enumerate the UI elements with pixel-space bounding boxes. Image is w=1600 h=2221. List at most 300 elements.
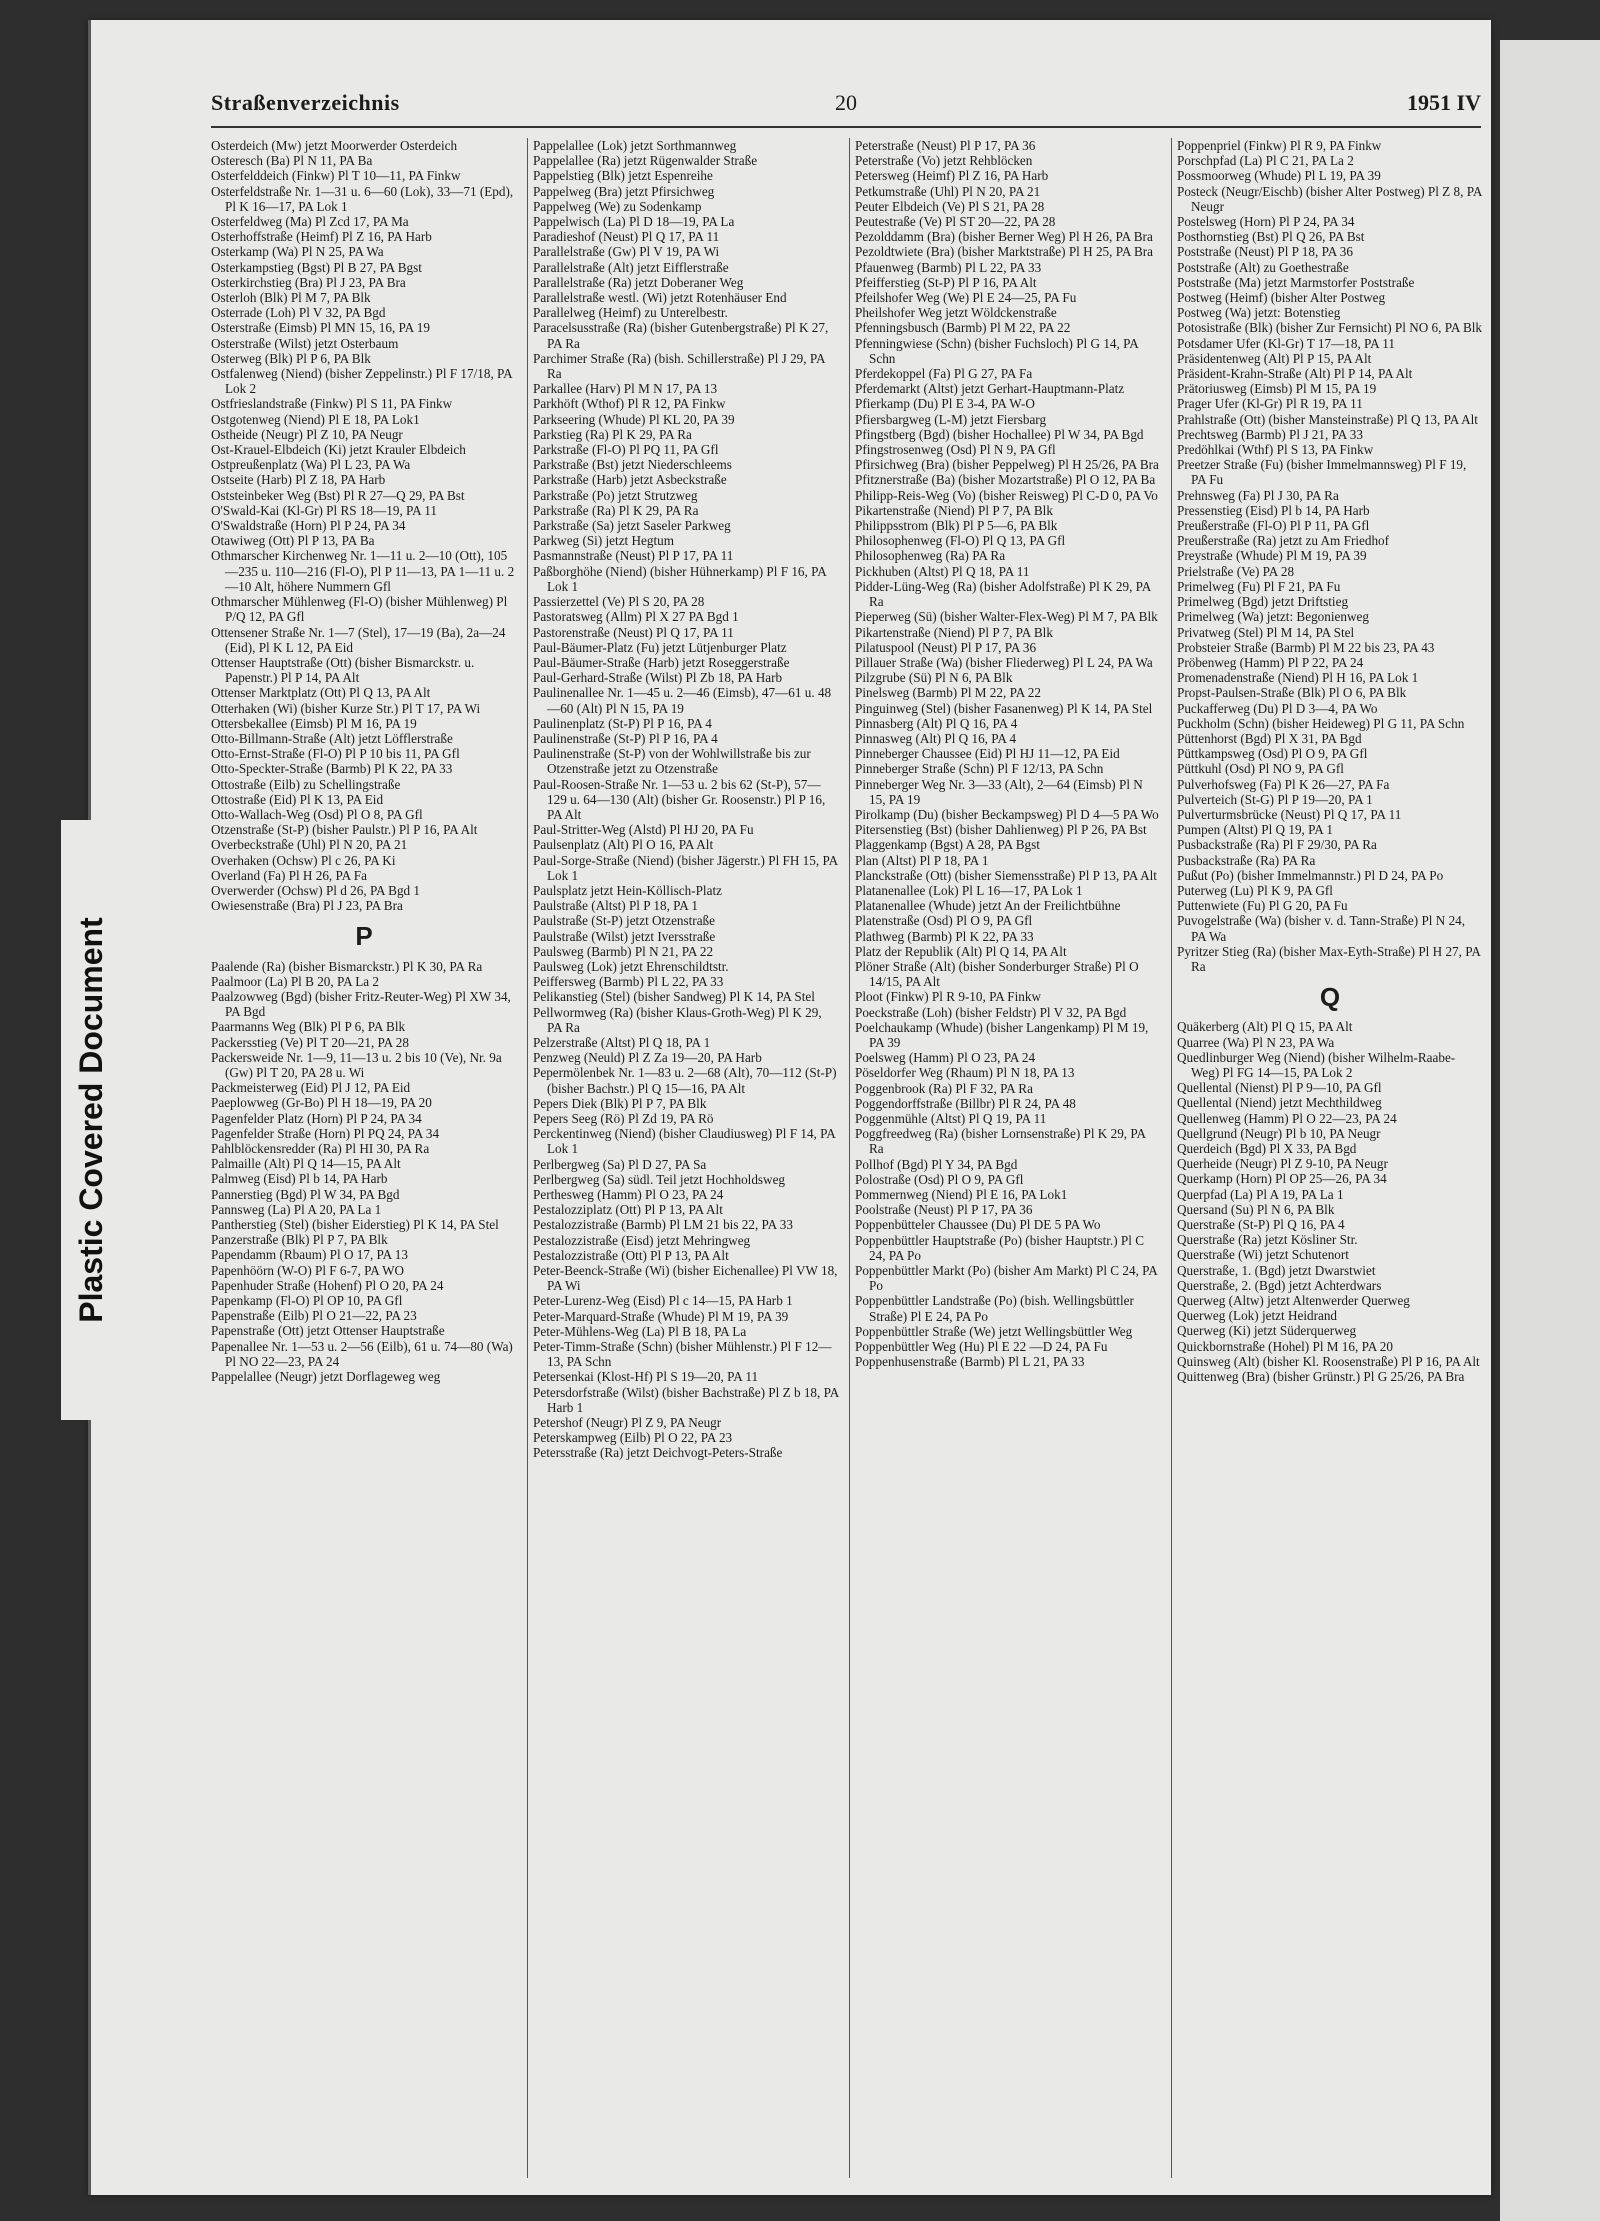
street-columns [211, 138, 1481, 2178]
street-entry: Pappelweg (Bra) jetzt Pfirsichweg [533, 183, 715, 199]
street-entry: Pfingstberg (Bgd) (bisher Hochallee) Pl W 34, PA Bgd [855, 426, 1144, 442]
street-entry: Quedlinburger Weg (Niend) (bisher Wilhelm-Raabe-Weg) Pl FG 14—15, PA Lok 2 [1177, 1049, 1456, 1080]
street-entry: Parallelweg (Heimf) zu Unterelbestr. [533, 305, 728, 321]
street-entry: Packersweide Nr. 1—9, 11—13 u. 2 bis 10 (Ve), Nr. 9a (Gw) Pl T 20, PA 28 u. Wi [211, 1049, 502, 1080]
street-entry: Querkamp (Horn) Pl OP 25—26, PA 34 [1177, 1171, 1387, 1187]
street-entry: Pagenfelder Platz (Horn) Pl P 24, PA 34 [211, 1110, 422, 1126]
street-entry: Osterkamp (Wa) Pl N 25, PA Wa [211, 244, 384, 260]
street-entry: Parkstraße (Bst) jetzt Niederschleems [533, 457, 732, 473]
street-entry: Pferdekoppel (Fa) Pl G 27, PA Fa [855, 366, 1033, 382]
street-entry: Papenstraße (Ott) jetzt Ottenser Hauptstraße [211, 1323, 445, 1339]
street-entry: Otawiweg (Ott) Pl P 13, PA Ba [211, 533, 375, 549]
street-entry: Pinneberger Chaussee (Eid) Pl HJ 11—12, PA Eid [855, 746, 1120, 762]
street-entry: Papenkamp (Fl-O) Pl OP 10, PA Gfl [211, 1293, 403, 1309]
street-entry: Otto-Speckter-Straße (Barmb) Pl K 22, PA 33 [211, 761, 453, 777]
street-entry: Primelweg (Bgd) jetzt Driftstieg [1177, 594, 1349, 610]
street-entry: Querweg (Lok) jetzt Heidrand [1177, 1308, 1338, 1324]
street-entry: Pastorenstraße (Neust) Pl Q 17, PA 11 [533, 624, 734, 640]
street-entry: Paul-Roosen-Straße Nr. 1—53 u. 2 bis 62 (St-P), 57—129 u. 64—130 (Alt) (bisher Gr. Roosenstr.) Pl P 16, PA Alt [533, 776, 826, 822]
adjacent-page-edge [1500, 40, 1600, 2221]
street-entry: Parkstraße (Fl-O) Pl PQ 11, PA Gfl [533, 442, 719, 458]
street-entry: Penzweg (Neuld) Pl Z Za 19—20, PA Harb [533, 1050, 762, 1066]
street-entry: Pöseldorfer Weg (Rhaum) Pl N 18, PA 13 [855, 1065, 1075, 1081]
street-entry: Pellwormweg (Ra) (bisher Klaus-Groth-Weg) Pl K 29, PA Ra [533, 1004, 822, 1035]
street-entry: Papenstraße (Eilb) Pl O 21—22, PA 23 [211, 1308, 417, 1324]
street-entry: Paul-Stritter-Weg (Alstd) Pl HJ 20, PA Fu [533, 822, 754, 838]
street-entry: Palmaille (Alt) Pl Q 14—15, PA Alt [211, 1156, 401, 1172]
street-entry: Paulinenstraße (St-P) von der Wohlwillstraße bis zur Otzenstraße jetzt zu Otzenstraße [533, 746, 811, 777]
street-entry: Püttkuhl (Osd) Pl NO 9, PA Gfl [1177, 761, 1344, 777]
street-entry: Parkallee (Harv) Pl M N 17, PA 13 [533, 381, 718, 397]
street-entry: Poststraße (Neust) Pl P 18, PA 36 [1177, 244, 1353, 260]
street-entry: Peiffersweg (Barmb) Pl L 22, PA 33 [533, 974, 724, 990]
street-entry: Pikartenstraße (Niend) Pl P 7, PA Blk [855, 502, 1053, 518]
street-entry: Pestalozzistraße (Eisd) jetzt Mehringweg [533, 1232, 751, 1248]
street-entry: Prätoriusweg (Eimsb) Pl M 15, PA 19 [1177, 381, 1377, 397]
street-entry: Parkstraße (Po) jetzt Strutzweg [533, 487, 698, 503]
street-entry: Parkstraße (Ra) Pl K 29, PA Ra [533, 502, 699, 518]
street-entry: Paulsenplatz (Alt) Pl O 16, PA Alt [533, 837, 714, 853]
street-entry: Puckholm (Schn) (bisher Heideweg) Pl G 11, PA Schn [1177, 715, 1465, 731]
street-entry: Parkstraße (Harb) jetzt Asbeckstraße [533, 472, 727, 488]
street-entry: Quinsweg (Alt) (bisher Kl. Roosenstraße) Pl P 16, PA Alt [1177, 1353, 1480, 1369]
street-entry: Paulsweg (Barmb) Pl N 21, PA 22 [533, 943, 714, 959]
street-entry: Peter-Lurenz-Weg (Eisd) Pl c 14—15, PA Harb 1 [533, 1293, 793, 1309]
street-entry: Osterfeldweg (Ma) Pl Zcd 17, PA Ma [211, 214, 409, 230]
street-entry: Pulverteich (St-G) Pl P 19—20, PA 1 [1177, 791, 1373, 807]
street-entry: Pieperweg (Sü) (bisher Walter-Flex-Weg) Pl M 7, PA Blk [855, 609, 1158, 625]
street-entry: Pestalozzistraße (Ott) Pl P 13, PA Alt [533, 1247, 729, 1263]
street-entry: Oststeinbeker Weg (Bst) Pl R 27—Q 29, PA Bst [211, 487, 465, 503]
street-entry: Quersand (Su) Pl N 6, PA Blk [1177, 1201, 1335, 1217]
street-entry: Querpfad (La) Pl A 19, PA La 1 [1177, 1186, 1344, 1202]
street-entry: Preußerstraße (Fl-O) Pl P 11, PA Gfl [1177, 518, 1370, 534]
street-entry: Pilzgrube (Sü) Pl N 6, PA Blk [855, 670, 1013, 686]
street-entry: Puttenwiete (Fu) Pl G 20, PA Fu [1177, 898, 1348, 914]
street-entry: Quäkerberg (Alt) Pl Q 15, PA Alt [1177, 1019, 1353, 1035]
street-entry: Plan (Altst) Pl P 18, PA 1 [855, 852, 989, 868]
street-entry: Poststraße (Alt) zu Goethestraße [1177, 259, 1349, 275]
street-entry: Poggenmühle (Altst) Pl Q 19, PA 11 [855, 1111, 1047, 1126]
street-entry: Querstraße (Wi) jetzt Schutenort [1177, 1247, 1349, 1263]
street-entry: Pepers Seeg (Rö) Pl Zd 19, PA Rö [533, 1111, 714, 1126]
street-entry: Paarmanns Weg (Blk) Pl P 6, PA Blk [211, 1019, 406, 1035]
street-entry: Prehnsweg (Fa) Pl J 30, PA Ra [1177, 487, 1339, 503]
street-entry: Peter-Mühlens-Weg (La) Pl B 18, PA La [533, 1323, 747, 1339]
street-entry: Poppenbüttler Hauptstraße (Po) (bisher Hauptstr.) Pl C 24, PA Po [855, 1232, 1144, 1263]
street-entry: Parallelstraße westl. (Wi) jetzt Rotenhäuser End [533, 290, 787, 306]
column-3 [855, 138, 1161, 2178]
street-entry: Porschpfad (La) Pl C 21, PA La 2 [1177, 153, 1354, 169]
street-entry: Paul-Gerhard-Straße (Wilst) Pl Zb 18, PA Harb [533, 670, 783, 686]
street-entry: Primelweg (Fu) Pl F 21, PA Fu [1177, 578, 1341, 594]
street-entry: Pusbackstraße (Ra) Pl F 29/30, PA Ra [1177, 837, 1377, 853]
street-entry: Pappelallee (Lok) jetzt Sorthmannweg [533, 138, 737, 153]
street-entry: Osterloh (Blk) Pl M 7, PA Blk [211, 290, 371, 306]
street-entry: Paul-Bäumer-Straße (Harb) jetzt Roseggerstraße [533, 654, 790, 670]
street-entry: O'Swald-Kai (Kl-Gr) Pl RS 18—19, PA 11 [211, 502, 437, 518]
street-entry: Pulverturmsbrücke (Neust) Pl Q 17, PA 11 [1177, 806, 1402, 822]
street-entry: O'Swaldstraße (Horn) Pl P 24, PA 34 [211, 518, 406, 534]
street-entry: Petersweg (Heimf) Pl Z 16, PA Harb [855, 168, 1049, 184]
street-entry: Peuter Elbdeich (Ve) Pl S 21, PA 28 [855, 198, 1045, 214]
street-entry: Querdeich (Bgd) Pl X 33, PA Bgd [1177, 1141, 1357, 1156]
street-entry: Perthesweg (Hamm) Pl O 23, PA 24 [533, 1187, 724, 1203]
street-entry: Prechtsweg (Barmb) Pl J 21, PA 33 [1177, 426, 1363, 442]
column-1 [211, 138, 517, 2178]
street-entry: Poppenhusenstraße (Barmb) Pl L 21, PA 33 [855, 1354, 1085, 1370]
street-entry: Papenallee Nr. 1—53 u. 2—56 (Eilb), 61 u. 74—80 (Wa) Pl NO 22—23, PA 24 [211, 1338, 513, 1369]
street-entry: Ostfalenweg (Niend) (bisher Zeppelinstr.) Pl F 17/18, PA Lok 2 [211, 366, 512, 397]
street-entry: Poppenpriel (Finkw) Pl R 9, PA Finkw [1177, 138, 1382, 153]
street-entry: Posteck (Neugr/Eischb) (bisher Alter Postweg) Pl Z 8, PA Neugr [1177, 183, 1482, 214]
street-entry: Pepers Diek (Blk) Pl P 7, PA Blk [533, 1095, 707, 1111]
street-entry: Pfenningsbusch (Barmb) Pl M 22, PA 22 [855, 320, 1071, 336]
street-entry: Pappelallee (Ra) jetzt Rügenwalder Straße [533, 153, 758, 169]
street-entry: Otto-Wallach-Weg (Osd) Pl O 8, PA Gfl [211, 806, 423, 822]
street-entry: Peterstraße (Neust) Pl P 17, PA 36 [855, 138, 1036, 153]
street-entry: Plathweg (Barmb) Pl K 22, PA 33 [855, 928, 1034, 944]
street-entry: Osterfeldstraße Nr. 1—31 u. 6—60 (Lok), 33—71 (Epd), Pl K 16—17, PA Lok 1 [211, 183, 514, 214]
street-entry: Pfeilshofer Weg (We) Pl E 24—25, PA Fu [855, 290, 1077, 306]
street-entry: Postweg (Wa) jetzt: Botenstieg [1177, 305, 1341, 321]
street-entry: Promenadenstraße (Niend) Pl H 16, PA Lok 1 [1177, 670, 1419, 686]
street-entry: Pinneberger Straße (Schn) Pl F 12/13, PA Schn [855, 761, 1104, 777]
street-entry: Pestalozziplatz (Ott) Pl P 13, PA Alt [533, 1202, 723, 1218]
street-entry: Pelikanstieg (Stel) (bisher Sandweg) Pl K 14, PA Stel [533, 989, 815, 1005]
street-entry: Pannerstieg (Bgd) Pl W 34, PA Bgd [211, 1186, 400, 1202]
street-entry: Poggenbrook (Ra) Pl F 32, PA Ra [855, 1080, 1033, 1096]
street-entry: Parkseering (Whude) Pl KL 20, PA 39 [533, 411, 735, 427]
street-entry: Poeckstraße (Loh) (bisher Feldstr) Pl V 32, PA Bgd [855, 1004, 1127, 1020]
street-entry: Petersdorfstraße (Wilst) (bisher Bachstraße) Pl Z b 18, PA Harb 1 [533, 1384, 839, 1415]
street-entry: Parkstieg (Ra) Pl K 29, PA Ra [533, 426, 692, 442]
document-page [73, 20, 1491, 2195]
street-entry: Pannsweg (La) Pl A 20, PA La 1 [211, 1201, 382, 1217]
street-entry: Ottensener Straße Nr. 1—7 (Stel), 17—19 (Ba), 2a—24 (Eid), Pl K L 12, PA Eid [211, 624, 506, 655]
street-entry: Peterskampweg (Eilb) Pl O 22, PA 23 [533, 1430, 733, 1446]
street-entry: Puterweg (Lu) Pl K 9, PA Gfl [1177, 882, 1333, 898]
street-entry: Pirolkamp (Du) (bisher Beckampsweg) Pl D 4—5 PA Wo [855, 806, 1159, 822]
street-entry: Petersenkai (Klost-Hf) Pl S 19—20, PA 11 [533, 1369, 759, 1385]
street-entry: Querweg (Ki) jetzt Süderquerweg [1177, 1323, 1357, 1339]
street-entry: Osterhoffstraße (Heimf) Pl Z 16, PA Harb [211, 229, 432, 245]
section-letter: P [355, 921, 373, 952]
street-entry: Prager Ufer (Kl-Gr) Pl R 19, PA 11 [1177, 396, 1363, 412]
street-entry: Pelzerstraße (Altst) Pl Q 18, PA 1 [533, 1034, 711, 1050]
street-entry: Predöhlkai (Wthf) Pl S 13, PA Finkw [1177, 442, 1374, 458]
street-entry: Pestalozzistraße (Barmb) Pl LM 21 bis 22, PA 33 [533, 1217, 793, 1233]
street-entry: Poelchaukamp (Whude) (bisher Langenkamp) Pl M 19, PA 39 [855, 1019, 1149, 1050]
street-entry: Pezoldtwiete (Bra) (bisher Marktstraße) Pl H 25, PA Bra [855, 244, 1154, 260]
header-title: Straßenverzeichnis [211, 90, 400, 115]
street-entry: Platenstraße (Osd) Pl O 9, PA Gfl [855, 913, 1033, 929]
street-entry: Ottostraße (Eid) Pl K 13, PA Eid [211, 791, 384, 807]
street-entry: Paalende (Ra) (bisher Bismarckstr.) Pl K 30, PA Ra [211, 958, 483, 974]
street-entry: Paulstraße (Altst) Pl P 18, PA 1 [533, 898, 698, 914]
street-entry: Parallelstraße (Gw) Pl V 19, PA Wi [533, 244, 720, 260]
street-entry: Poppenbüttler Weg (Hu) Pl E 22 —D 24, PA Fu [855, 1339, 1108, 1355]
street-entry: Pressenstieg (Eisd) Pl b 14, PA Harb [1177, 502, 1370, 518]
street-entry: Otto-Ernst-Straße (Fl-O) Pl P 10 bis 11, PA Gfl [211, 746, 460, 762]
street-entry: Pappelstieg (Blk) jetzt Espenreihe [533, 168, 713, 184]
street-entry: Quellental (Nienst) Pl P 9—10, PA Gfl [1177, 1080, 1382, 1096]
column-divider [527, 138, 528, 2178]
street-entry: Papenhuder Straße (Hohenf) Pl O 20, PA 24 [211, 1277, 444, 1293]
street-entry: Peter-Timm-Straße (Schn) (bisher Mühlenstr.) Pl F 12—13, PA Schn [533, 1339, 832, 1370]
street-entry: Poppenbüttler Markt (Po) (bisher Am Markt) Pl C 24, PA Po [855, 1263, 1158, 1294]
street-entry: Parchimer Straße (Ra) (bish. Schillerstraße) Pl J 29, PA Ra [533, 350, 825, 382]
street-entry: Platanenallee (Whude) jetzt An der Freilichtbühne [855, 898, 1121, 914]
street-entry: Poggendorffstraße (Billbr) Pl R 24, PA 48 [855, 1095, 1076, 1111]
street-entry: Pfiersbargweg (L-M) jetzt Fiersbarg [855, 411, 1047, 427]
street-entry: Overwerder (Ochsw) Pl d 26, PA Bgd 1 [211, 882, 421, 898]
street-entry: Perckentinweg (Niend) (bisher Claudiusweg) Pl F 14, PA Lok 1 [533, 1126, 836, 1157]
side-label: Plastic Covered Document [61, 820, 121, 1420]
street-entry: Osterrade (Loh) Pl V 32, PA Bgd [211, 305, 386, 321]
street-entry: Paulstraße (St-P) jetzt Otzenstraße [533, 913, 716, 929]
street-entry: Präsident-Krahn-Straße (Alt) Pl P 14, PA Alt [1177, 366, 1413, 382]
street-entry: Poppenbütteler Chaussee (Du) Pl DE 5 PA Wo [855, 1217, 1101, 1233]
street-entry: Paeplowweg (Gr-Bo) Pl H 18—19, PA 20 [211, 1095, 432, 1111]
street-entry: Panzerstraße (Blk) Pl P 7, PA Blk [211, 1232, 388, 1248]
street-entry: Philosophenweg (Ra) PA Ra [855, 548, 1006, 564]
street-entry: Potosistraße (Blk) (bisher Zur Fernsicht) Pl NO 6, PA Blk [1177, 320, 1483, 336]
street-entry: Planckstraße (Ott) (bisher Siemensstraße) Pl P 13, PA Alt [855, 867, 1157, 883]
street-entry: Ostpreußenplatz (Wa) Pl L 23, PA Wa [211, 457, 411, 473]
street-entry: Pilatuspool (Neust) Pl P 17, PA 36 [855, 639, 1037, 655]
street-entry: Ostfrieslandstraße (Finkw) Pl S 11, PA Finkw [211, 396, 453, 412]
street-entry: Privatweg (Stel) Pl M 14, PA Stel [1177, 624, 1355, 640]
street-entry: Pfierkamp (Du) Pl E 3-4, PA W-O [855, 396, 1035, 412]
street-entry: Pinnasweg (Alt) Pl Q 16, PA 4 [855, 730, 1017, 746]
street-entry: Pfenningwiese (Schn) (bisher Fuchsloch) Pl G 14, PA Schn [855, 335, 1139, 366]
street-entry: Ottersbekallee (Eimsb) Pl M 16, PA 19 [211, 715, 417, 731]
street-entry: Propst-Paulsen-Straße (Blk) Pl O 6, PA Blk [1177, 685, 1407, 701]
street-entry: Poelsweg (Hamm) Pl O 23, PA 24 [855, 1050, 1036, 1066]
street-entry: Pappelallee (Neugr) jetzt Dorflageweg weg [211, 1369, 441, 1385]
street-entry: Pappelweg (We) zu Sodenkamp [533, 198, 702, 214]
street-entry: Quellgrund (Neugr) Pl b 10, PA Neugr [1177, 1125, 1381, 1141]
street-entry: Pastoratsweg (Allm) Pl X 27 PA Bgd 1 [533, 609, 739, 625]
street-entry: Philippsstrom (Blk) Pl P 5—6, PA Blk [855, 518, 1058, 534]
street-entry: Ostseite (Harb) Pl Z 18, PA Harb [211, 472, 386, 488]
street-entry: Pantherstieg (Stel) (bisher Eiderstieg) Pl K 14, PA Stel [211, 1217, 499, 1233]
street-entry: Parkweg (Si) jetzt Hegtum [533, 533, 674, 549]
street-entry: Pyritzer Stieg (Ra) (bisher Max-Eyth-Straße) Pl H 27, PA Ra [1177, 943, 1481, 974]
street-entry: Potsdamer Ufer (Kl-Gr) T 17—18, PA 11 [1177, 335, 1395, 351]
street-entry: Prielstraße (Ve) PA 28 [1177, 563, 1295, 579]
street-entry: Paßborghöhe (Niend) (bisher Hühnerkamp) Pl F 16, PA Lok 1 [533, 563, 827, 594]
street-entry: Puckafferweg (Du) Pl D 3—4, PA Wo [1177, 700, 1378, 716]
street-entry: Parkhöft (Wthof) Pl R 12, PA Finkw [533, 396, 726, 412]
street-entry: Paulinenallee Nr. 1—45 u. 2—46 (Eimsb), 47—61 u. 48—60 (Alt) Pl N 15, PA 19 [533, 685, 832, 716]
street-entry: Preystraße (Whude) Pl M 19, PA 39 [1177, 548, 1367, 564]
street-entry: Petersstraße (Ra) jetzt Deichvogt-Peters-Straße [533, 1445, 783, 1461]
street-entry: Peter-Beenck-Straße (Wi) (bisher Eichenallee) Pl VW 18, PA Wi [533, 1263, 838, 1294]
street-entry: Overhaken (Ochsw) Pl c 26, PA Ki [211, 852, 396, 868]
street-entry: Präsidentenweg (Alt) Pl P 15, PA Alt [1177, 350, 1372, 366]
street-entry: Platz der Republik (Alt) Pl Q 14, PA Alt [855, 943, 1067, 959]
column-4 [1177, 138, 1483, 2178]
street-entry: Pickhuben (Altst) Pl Q 18, PA 11 [855, 563, 1030, 579]
street-entry: Pfitznerstraße (Ba) (bisher Mozartstraße) Pl O 12, PA Ba [855, 472, 1156, 488]
street-entry: Quellenweg (Hamm) Pl O 22—23, PA 24 [1177, 1110, 1397, 1126]
street-entry: Papenhöörn (W-O) Pl F 6-7, PA WO [211, 1262, 405, 1278]
street-entry: Pommernweg (Niend) Pl E 16, PA Lok1 [855, 1187, 1068, 1203]
street-entry: Preußerstraße (Ra) jetzt zu Am Friedhof [1177, 533, 1390, 549]
column-2 [533, 138, 839, 2178]
street-entry: Poststraße (Ma) jetzt Marmstorfer Poststraße [1177, 274, 1415, 290]
street-entry: Packersstieg (Ve) Pl T 20—21, PA 28 [211, 1034, 409, 1050]
street-entry: Prahlstraße (Ott) (bisher Mansteinstraße) Pl Q 13, PA Alt [1177, 411, 1478, 427]
street-entry: Osteresch (Ba) Pl N 11, PA Ba [211, 153, 373, 169]
street-entry: Püttkampsweg (Osd) Pl O 9, PA Gfl [1177, 746, 1368, 762]
street-entry: Ottenser Hauptstraße (Ott) (bisher Bismarckstr. u. Papenstr.) Pl P 14, PA Alt [211, 654, 475, 686]
street-entry: Parkstraße (Sa) jetzt Saseler Parkweg [533, 518, 731, 534]
street-entry: Peter-Marquard-Straße (Whude) Pl M 19, PA 39 [533, 1308, 789, 1324]
street-entry: Perlbergweg (Sa) südl. Teil jetzt Hochholdsweg [533, 1171, 786, 1187]
street-entry: Palmweg (Eisd) Pl b 14, PA Harb [211, 1171, 388, 1187]
column-divider [849, 138, 850, 2178]
street-entry: Pinnasberg (Alt) Pl Q 16, PA 4 [855, 715, 1018, 731]
street-entry: Primelweg (Wa) jetzt: Begonienweg [1177, 609, 1369, 625]
street-entry: Querstraße (St-P) Pl Q 16, PA 4 [1177, 1217, 1345, 1233]
header-rule [211, 126, 1481, 128]
street-entry: Paul-Bäumer-Platz (Fu) jetzt Lütjenburger Platz [533, 639, 787, 655]
street-entry: Osterkampstieg (Bgst) Pl B 27, PA Bgst [211, 259, 422, 275]
street-entry: Puvogelstraße (Wa) (bisher v. d. Tann-Straße) Pl N 24, PA Wa [1177, 913, 1466, 944]
street-entry: Parallelstraße (Alt) jetzt Eifflerstraße [533, 259, 729, 275]
street-entry: Peutestraße (Ve) Pl ST 20—22, PA 28 [855, 214, 1056, 230]
street-entry: Osterstraße (Eimsb) Pl MN 15, 16, PA 19 [211, 320, 430, 336]
street-entry: Osterkirchstieg (Bra) Pl J 23, PA Bra [211, 274, 406, 290]
street-entry: Paulinenstraße (St-P) Pl P 16, PA 4 [533, 730, 718, 746]
street-entry: Pröbenweg (Hamm) Pl P 22, PA 24 [1177, 654, 1364, 670]
street-entry: Quickbornstraße (Hohel) Pl M 16, PA 20 [1177, 1338, 1393, 1354]
street-entry: Paul-Sorge-Straße (Niend) (bisher Jägerstr.) Pl FH 15, PA Lok 1 [533, 852, 838, 883]
column-divider [1171, 138, 1172, 2178]
street-entry: Packmeisterweg (Eid) Pl J 12, PA Eid [211, 1080, 411, 1096]
street-entry: Paulstraße (Wilst) jetzt Iversstraße [533, 928, 716, 944]
street-entry: Quarree (Wa) Pl N 23, PA Wa [1177, 1034, 1335, 1050]
street-entry: Papendamm (Rbaum) Pl O 17, PA 13 [211, 1247, 408, 1263]
street-entry: Polostraße (Osd) Pl O 9, PA Gfl [855, 1171, 1024, 1187]
street-entry: Othmarscher Mühlenweg (Fl-O) (bisher Mühlenweg) Pl P/Q 12, PA Gfl [211, 594, 508, 625]
street-entry: Pusbackstraße (Ra) PA Ra [1177, 852, 1316, 868]
street-entry: Ottostraße (Eilb) zu Schellingstraße [211, 776, 401, 792]
street-entry: Pidder-Lüng-Weg (Ra) (bisher Adolfstraße) Pl K 29, PA Ra [855, 578, 1151, 610]
street-entry: Postweg (Heimf) (bisher Alter Postweg [1177, 290, 1386, 306]
street-entry: Paradieshof (Neust) Pl Q 17, PA 11 [533, 229, 720, 245]
street-entry: Pahlblöckensredder (Ra) Pl HI 30, PA Ra [211, 1141, 430, 1156]
street-entry: Pepermölenbek Nr. 1—83 u. 2—68 (Alt), 70—112 (St-P) (bisher Bachstr.) Pl Q 15—16, PA Alt [533, 1065, 837, 1096]
street-entry: Quittenweg (Bra) (bisher Grünstr.) Pl G 25/26, PA Bra [1177, 1369, 1465, 1385]
street-entry: Ploot (Finkw) Pl R 9-10, PA Finkw [855, 989, 1042, 1005]
street-entry: Paracelsusstraße (Ra) (bisher Gutenbergstraße) Pl K 27, PA Ra [533, 320, 829, 351]
street-entry: Pulverhofsweg (Fa) Pl K 26—27, PA Fa [1177, 776, 1390, 792]
street-entry: Poppenbüttler Straße (We) jetzt Wellingsbüttler Weg [855, 1323, 1133, 1339]
street-entry: Ottenser Marktplatz (Ott) Pl Q 13, PA Alt [211, 685, 431, 701]
street-entry: Paulsweg (Lok) jetzt Ehrenschildtstr. [533, 958, 729, 974]
street-entry: Philosophenweg (Fl-O) Pl Q 13, PA Gfl [855, 533, 1066, 549]
street-entry: Petkumstraße (Uhl) Pl N 20, PA 21 [855, 183, 1041, 199]
street-entry: Ostgotenweg (Niend) Pl E 18, PA Lok1 [211, 411, 420, 427]
street-entry: Peterstraße (Vo) jetzt Rehblöcken [855, 153, 1033, 169]
header-year: 1951 IV [1407, 90, 1481, 115]
street-entry: Poolstraße (Neust) Pl P 17, PA 36 [855, 1202, 1033, 1218]
street-entry: Paulsplatz jetzt Hein-Köllisch-Platz [533, 882, 722, 898]
street-entry: Otzenstraße (St-P) (bisher Paulstr.) Pl P 16, PA Alt [211, 822, 478, 838]
street-entry: Pferdemarkt (Altst) jetzt Gerhart-Hauptmann-Platz [855, 381, 1125, 397]
street-entry: Posthornstieg (Bst) Pl Q 26, PA Bst [1177, 229, 1365, 245]
street-entry: Pinneberger Weg Nr. 3—33 (Alt), 2—64 (Eimsb) Pl N 15, PA 19 [855, 776, 1143, 807]
street-entry: Querstraße, 2. (Bgd) jetzt Achterdwars [1177, 1277, 1382, 1293]
street-entry: Osterweg (Blk) Pl P 6, PA Blk [211, 350, 371, 366]
street-entry: Passierzettel (Ve) Pl S 20, PA 28 [533, 594, 705, 610]
street-entry: Paalmoor (La) Pl B 20, PA La 2 [211, 973, 380, 989]
street-entry: Querheide (Neugr) Pl Z 9-10, PA Neugr [1177, 1156, 1388, 1172]
page-number: 20 [835, 90, 857, 115]
street-entry: Pollhof (Bgd) Pl Y 34, PA Bgd [855, 1156, 1018, 1172]
street-entry: Ost-Krauel-Elbdeich (Ki) jetzt Krauler Elbdeich [211, 442, 466, 458]
street-entry: Pillauer Straße (Wa) (bisher Fliederweg) Pl L 24, PA Wa [855, 654, 1153, 670]
street-entry: Paalzowweg (Bgd) (bisher Fritz-Reuter-Weg) Pl XW 34, PA Bgd [211, 988, 511, 1020]
street-entry: Plöner Straße (Alt) (bisher Sonderburger Straße) Pl O 14/15, PA Alt [855, 958, 1139, 990]
street-entry: Platanenallee (Lok) Pl L 16—17, PA Lok 1 [855, 882, 1083, 898]
street-entry: Paulinenplatz (St-P) Pl P 16, PA 4 [533, 715, 712, 731]
street-entry: Osterdeich (Mw) jetzt Moorwerder Osterdeich [211, 138, 458, 153]
street-entry: Perlbergweg (Sa) Pl D 27, PA Sa [533, 1156, 707, 1172]
street-entry: Pußut (Po) (bisher Immelmannstr.) Pl D 24, PA Po [1177, 867, 1444, 883]
street-entry: Ostheide (Neugr) Pl Z 10, PA Neugr [211, 426, 403, 442]
street-entry: Püttenhorst (Bgd) Pl X 31, PA Bgd [1177, 730, 1362, 746]
street-entry: Pumpen (Altst) Pl Q 19, PA 1 [1177, 822, 1333, 838]
street-entry: Poppenbüttler Landstraße (Po) (bish. Wellingsbüttler Straße) Pl E 24, PA Po [855, 1293, 1134, 1324]
street-entry: Osterstraße (Wilst) jetzt Osterbaum [211, 335, 399, 351]
street-entry: Othmarscher Kirchenweg Nr. 1—11 u. 2—10 (Ott), 105—235 u. 110—216 (Fl-O), Pl P 11—13, PA 1—11 u. 2—10 Alt, höhere Nummern Gfl [211, 548, 515, 594]
street-entry: Pikartenstraße (Niend) Pl P 7, PA Blk [855, 624, 1053, 640]
street-entry: Overland (Fa) Pl H 26, PA Fa [211, 867, 367, 883]
street-entry: Owiesenstraße (Bra) Pl J 23, PA Bra [211, 898, 403, 914]
street-entry: Plaggenkamp (Bgst) A 28, PA Bgst [855, 837, 1040, 853]
street-entry: Pasmannstraße (Neust) Pl P 17, PA 11 [533, 548, 734, 564]
street-entry: Querstraße, 1. (Bgd) jetzt Dwarstwiet [1177, 1262, 1376, 1278]
street-entry: Parallelstraße (Ra) jetzt Doberaner Weg [533, 274, 744, 290]
street-entry: Probsteier Straße (Barmb) Pl M 22 bis 23, PA 43 [1177, 639, 1435, 655]
street-entry: Pfirsichweg (Bra) (bisher Peppelweg) Pl H 25/26, PA Bra [855, 457, 1159, 473]
street-entry: Pinguinweg (Stel) (bisher Fasanenweg) Pl K 14, PA Stel [855, 700, 1153, 716]
street-entry: Otterhaken (Wi) (bisher Kurze Str.) Pl T 17, PA Wi [211, 700, 481, 716]
street-entry: Querstraße (Ra) jetzt Kösliner Str. [1177, 1232, 1358, 1248]
street-entry: Pappelwisch (La) Pl D 18—19, PA La [533, 214, 735, 230]
street-entry: Pfauenweg (Barmb) Pl L 22, PA 33 [855, 259, 1042, 275]
street-entry: Pinelsweg (Barmb) Pl M 22, PA 22 [855, 685, 1041, 701]
street-entry: Preetzer Straße (Fu) (bisher Immelmannsweg) Pl F 19, PA Fu [1177, 457, 1467, 488]
street-entry: Pezolddamm (Bra) (bisher Berner Weg) Pl H 26, PA Bra [855, 229, 1153, 245]
street-entry: Pagenfelder Straße (Horn) Pl PQ 24, PA 34 [211, 1125, 440, 1141]
street-entry: Petershof (Neugr) Pl Z 9, PA Neugr [533, 1415, 722, 1431]
street-entry: Otto-Billmann-Straße (Alt) jetzt Löfflerstraße [211, 730, 453, 746]
street-entry: Quellental (Niend) jetzt Mechthildweg [1177, 1095, 1382, 1111]
page-header [211, 90, 1481, 126]
section-letter: Q [1319, 982, 1341, 1013]
street-entry: Pheilshofer Weg jetzt Wöldckenstraße [855, 305, 1057, 321]
street-entry: Querweg (Altw) jetzt Altenwerder Querweg [1177, 1293, 1410, 1309]
street-entry: Pfingstrosenweg (Osd) Pl N 9, PA Gfl [855, 442, 1056, 458]
street-entry: Possmoorweg (Whude) Pl L 19, PA 39 [1177, 168, 1381, 184]
street-entry: Philipp-Reis-Weg (Vo) (bisher Reisweg) Pl C-D 0, PA Vo [855, 487, 1158, 503]
